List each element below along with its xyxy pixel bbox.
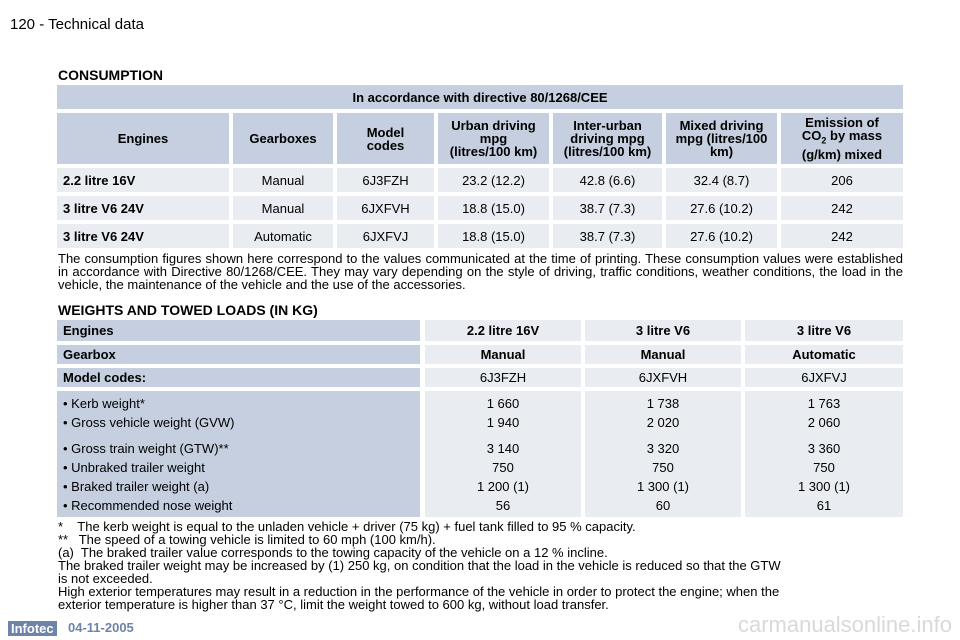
row-urban: 23.2 (12.2) xyxy=(438,168,549,192)
model-codes-label: Model codes: xyxy=(57,368,420,387)
weight-item: • Braked trailer weight (a) xyxy=(63,479,210,494)
row-mixed: 32.4 (8.7) xyxy=(666,168,777,192)
weight-item: • Recommended nose weight xyxy=(63,498,233,513)
weight-value: 1 738 xyxy=(646,396,680,411)
weight-value: 1 200 (1) xyxy=(476,479,530,494)
footnote: High exterior temperatures may result in a reduction in the performance of the vehicle in order to protect the engine; when the xyxy=(58,584,780,599)
weights-values-col-1 xyxy=(425,394,581,515)
weight-value: 1 300 (1) xyxy=(797,479,851,494)
weight-value: 750 xyxy=(652,460,674,475)
row-inter-urban: 42.8 (6.6) xyxy=(553,168,662,192)
page-number: 120 xyxy=(10,16,36,33)
footnote: (a) The braked trailer value corresponds to the towing capacity of the vehicle on a 12 % incline. xyxy=(58,545,608,560)
weight-value: 750 xyxy=(813,460,835,475)
weights-values-col-2 xyxy=(585,394,741,515)
col-inter-urban: Inter-urban driving mpg (litres/100 km) xyxy=(553,113,662,164)
footnote: * The kerb weight is equal to the unladen vehicle + driver (75 kg) + fuel tank filled to 95 % capacity. xyxy=(58,519,636,534)
infotec-logo: Infotec xyxy=(8,621,57,636)
watermark: carmanualsonline.info xyxy=(737,612,952,637)
model-col-1: 6J3FZH xyxy=(425,368,581,387)
weight-item: • Unbraked trailer weight xyxy=(63,460,205,475)
footnote: The braked trailer weight may be increased by (1) 250 kg, on condition that the load in the vehicle is reduced so that the GTW xyxy=(58,558,781,573)
weight-value: 56 xyxy=(495,498,511,513)
row-urban: 18.8 (15.0) xyxy=(438,196,549,220)
consumption-banner: In accordance with directive 80/1268/CEE xyxy=(57,85,903,109)
weight-value: 1 763 xyxy=(807,396,841,411)
weight-item: • Kerb weight* xyxy=(63,396,145,411)
gearbox-col-1: Manual xyxy=(425,345,581,364)
col-gearboxes: Gearboxes xyxy=(233,113,333,164)
row-emission: 206 xyxy=(781,168,903,192)
row-model: 6JXFVH xyxy=(337,196,434,220)
weight-value: 3 320 xyxy=(646,441,680,456)
weight-value: 3 360 xyxy=(807,441,841,456)
consumption-note: The consumption figures shown here correspond to the values communicated at the time of printing. These consumption values were established in accordance with Directive 80/1268/CEE. They may vary depending on the style of driving, traffic conditions, weather conditions, the load in the vehicle, the maintenance of the vehicle and the use of the accessories. xyxy=(58,251,903,292)
gearbox-col-2: Manual xyxy=(585,345,741,364)
weights-title: WEIGHTS AND TOWED LOADS (IN KG) xyxy=(58,302,318,318)
row-model: 6J3FZH xyxy=(337,168,434,192)
row-engine: 2.2 litre 16V xyxy=(57,168,229,192)
gearbox-label: Gearbox xyxy=(57,345,420,364)
row-engine: 3 litre V6 24V xyxy=(57,224,229,248)
row-engine: 3 litre V6 24V xyxy=(57,196,229,220)
row-gearbox: Automatic xyxy=(233,224,333,248)
col-mixed: Mixed driving mpg (litres/100 km) xyxy=(666,113,777,164)
footnote: ** The speed of a towing vehicle is limited to 60 mph (100 km/h). xyxy=(58,532,436,547)
weight-value: 60 xyxy=(655,498,671,513)
weight-item: • Gross train weight (GTW)** xyxy=(63,441,229,456)
weight-value: 2 060 xyxy=(807,415,841,430)
weight-value: 1 300 (1) xyxy=(636,479,690,494)
emission-co: CO xyxy=(801,128,822,144)
emission-sub: 2 xyxy=(821,135,827,146)
row-gearbox: Manual xyxy=(233,196,333,220)
weight-value: 1 940 xyxy=(486,415,520,430)
row-model: 6JXFVJ xyxy=(337,224,434,248)
weight-value: 3 140 xyxy=(486,441,520,456)
footnote: is not exceeded. xyxy=(58,571,153,586)
row-emission: 242 xyxy=(781,196,903,220)
emission-rest: by mass xyxy=(826,128,883,144)
engine-col-1: 2.2 litre 16V xyxy=(425,320,581,341)
col-urban: Urban driving mpg (litres/100 km) xyxy=(438,113,549,164)
weights-values-col-3 xyxy=(745,394,903,515)
consumption-title: CONSUMPTION xyxy=(58,67,163,83)
weight-item: • Gross vehicle weight (GVW) xyxy=(63,415,235,430)
row-inter-urban: 38.7 (7.3) xyxy=(553,224,662,248)
row-inter-urban: 38.7 (7.3) xyxy=(553,196,662,220)
weight-value: 2 020 xyxy=(646,415,680,430)
footnotes xyxy=(58,520,904,611)
model-col-3: 6JXFVJ xyxy=(745,368,903,387)
col-model-codes: Model codes xyxy=(337,113,434,164)
page-header xyxy=(10,16,144,33)
emission-line1: Emission of xyxy=(805,115,879,131)
weights-item-list xyxy=(63,394,234,515)
engine-col-2: 3 litre V6 xyxy=(585,320,741,341)
row-urban: 18.8 (15.0) xyxy=(438,224,549,248)
emission-line3: (g/km) mixed xyxy=(801,146,883,162)
weight-value: 61 xyxy=(816,498,832,513)
col-engines: Engines xyxy=(57,113,229,164)
weight-value: 1 660 xyxy=(486,396,520,411)
col-emission xyxy=(781,113,903,164)
page-title: Technical data xyxy=(48,16,145,33)
engines-label: Engines xyxy=(57,320,420,341)
engine-col-3: 3 litre V6 xyxy=(745,320,903,341)
footer-date: 04-11-2005 xyxy=(68,620,134,635)
row-mixed: 27.6 (10.2) xyxy=(666,196,777,220)
row-mixed: 27.6 (10.2) xyxy=(666,224,777,248)
model-col-2: 6JXFVH xyxy=(585,368,741,387)
row-gearbox: Manual xyxy=(233,168,333,192)
weight-value: 750 xyxy=(492,460,514,475)
header-separator: - xyxy=(39,16,45,33)
row-emission: 242 xyxy=(781,224,903,248)
footnote: exterior temperature is higher than 37 °C, limit the weight towed to 600 kg, without load transfer. xyxy=(58,597,609,612)
gearbox-col-3: Automatic xyxy=(745,345,903,364)
